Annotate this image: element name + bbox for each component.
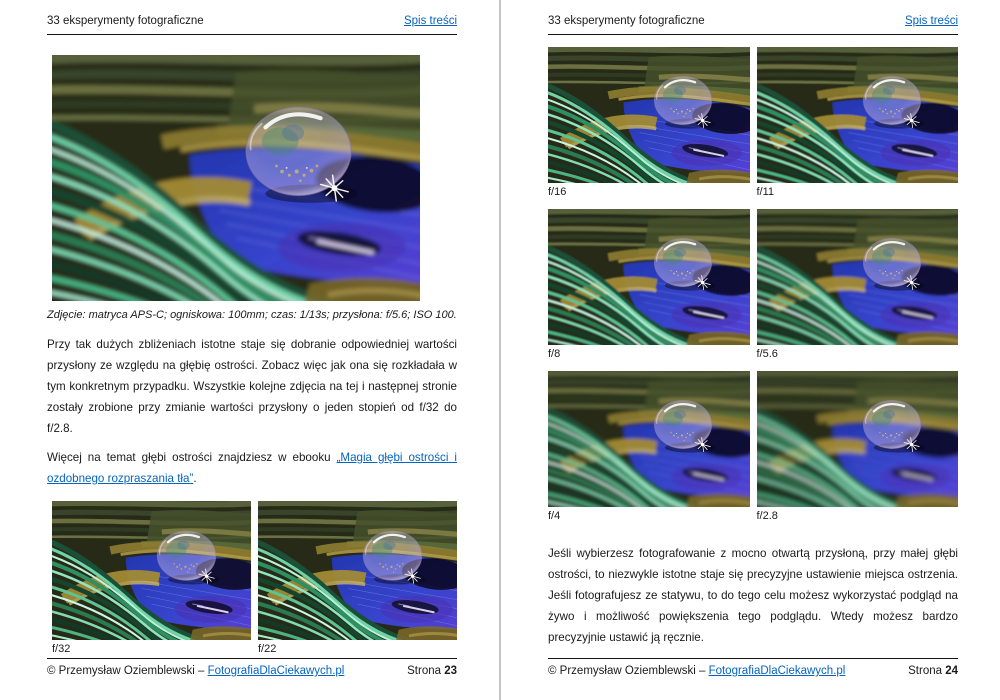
photo-cell-f16: [548, 47, 750, 205]
page-23: [0, 0, 499, 700]
page-number: [908, 664, 958, 679]
footer-copyright: [47, 664, 344, 679]
copyright-text: © Przemysław Oziemblewski –: [47, 665, 208, 677]
photo-cell-f32: [52, 501, 251, 662]
photo-cell-f8: [548, 209, 750, 367]
photo-label-f22: f/22: [258, 643, 277, 655]
document-title: 33 eksperymenty fotograficzne: [548, 15, 705, 27]
page-24: [501, 0, 1000, 700]
photo-label-f16: f/16: [548, 186, 567, 198]
photo-label-f56: f/5.6: [756, 348, 778, 360]
page-word: Strona: [407, 665, 445, 677]
toc-link[interactable]: Spis treści: [904, 15, 958, 27]
page-number-value: 23: [444, 665, 457, 677]
aperture-photo-grid-right: [548, 47, 958, 529]
photo-cell-f22: [258, 501, 457, 662]
photo-cell-f56: [757, 209, 959, 367]
aperture-photo-grid-left: [52, 501, 457, 662]
paragraph-ebook-suffix: .: [193, 472, 197, 485]
page-word: Strona: [908, 665, 946, 677]
page-footer: [548, 658, 958, 679]
photo-f28: [757, 371, 959, 507]
photo-label-f11: f/11: [756, 186, 775, 198]
photo-cell-f4: [548, 371, 750, 529]
page-header: [47, 14, 457, 35]
page-number-value: 24: [945, 665, 958, 677]
photo-label-f4: f/4: [548, 510, 561, 522]
paragraph-focus-precision: Jeśli wybierzesz fotografowanie z mocno otwartą przysłoną, przy małej głębi ostrości, to niezwykle istotne staje się precyzyjne ustawienie miejsca ostrzenia. Jeśli fotografujesz ze statywu, to do tego celu możesz wykorzystać podgląd na żywo i możliwość powiększenia tego podglądu. Wtedy możesz bardzo precyzyjnie ustawić ją ręcznie.: [548, 547, 958, 644]
toc-link[interactable]: Spis treści: [403, 15, 457, 27]
photo-cell-f11: [757, 47, 959, 205]
photo-label-f8: f/8: [548, 348, 561, 360]
photo-f56: [757, 209, 959, 345]
photo-label-f32: f/32: [52, 643, 71, 655]
page-header: [548, 14, 958, 35]
photo-f32: [52, 501, 251, 640]
page-footer: [47, 658, 457, 679]
ebook-link[interactable]: „Magia głębi ostrości i ozdobnego rozpraszania tła”: [47, 451, 457, 485]
photo-caption: Zdjęcie: matryca APS-C; ogniskowa: 100mm; czas: 1/13s; przysłona: f/5.6; ISO 100.: [47, 309, 457, 321]
photo-label-f28: f/2.8: [756, 510, 778, 522]
footer-copyright: [548, 664, 845, 679]
photo-f16: [548, 47, 750, 183]
copyright-text: © Przemysław Oziemblewski –: [548, 665, 709, 677]
main-photo-droplet-feather: [52, 55, 420, 301]
page-number: [407, 664, 457, 679]
photo-f22: [258, 501, 457, 640]
paragraph-ebook-prefix: Więcej na temat głębi ostrości znajdziesz w ebooku: [47, 451, 337, 464]
photo-f8: [548, 209, 750, 345]
document-title: 33 eksperymenty fotograficzne: [47, 15, 204, 27]
photo-cell-f28: [757, 371, 959, 529]
photo-f11: [757, 47, 959, 183]
paragraph-ebook-link: [47, 447, 457, 489]
site-link[interactable]: FotografiaDlaCiekawych.pl: [708, 665, 846, 677]
paragraph-aperture-depth: Przy tak dużych zbliżeniach istotne staje się dobranie odpowiedniej wartości przysłony ze względu na głębię ostrości. Zobacz więc jak ona się rozkładała w tym konkretnym przypadku. Wszystkie kolejne zdjęcia na tej i następnej stronie zostały zrobione przy zmianie wartości przysłony o jeden stopień od f/32 do f/2.8.: [47, 338, 457, 435]
photo-f4: [548, 371, 750, 507]
site-link[interactable]: FotografiaDlaCiekawych.pl: [207, 665, 345, 677]
